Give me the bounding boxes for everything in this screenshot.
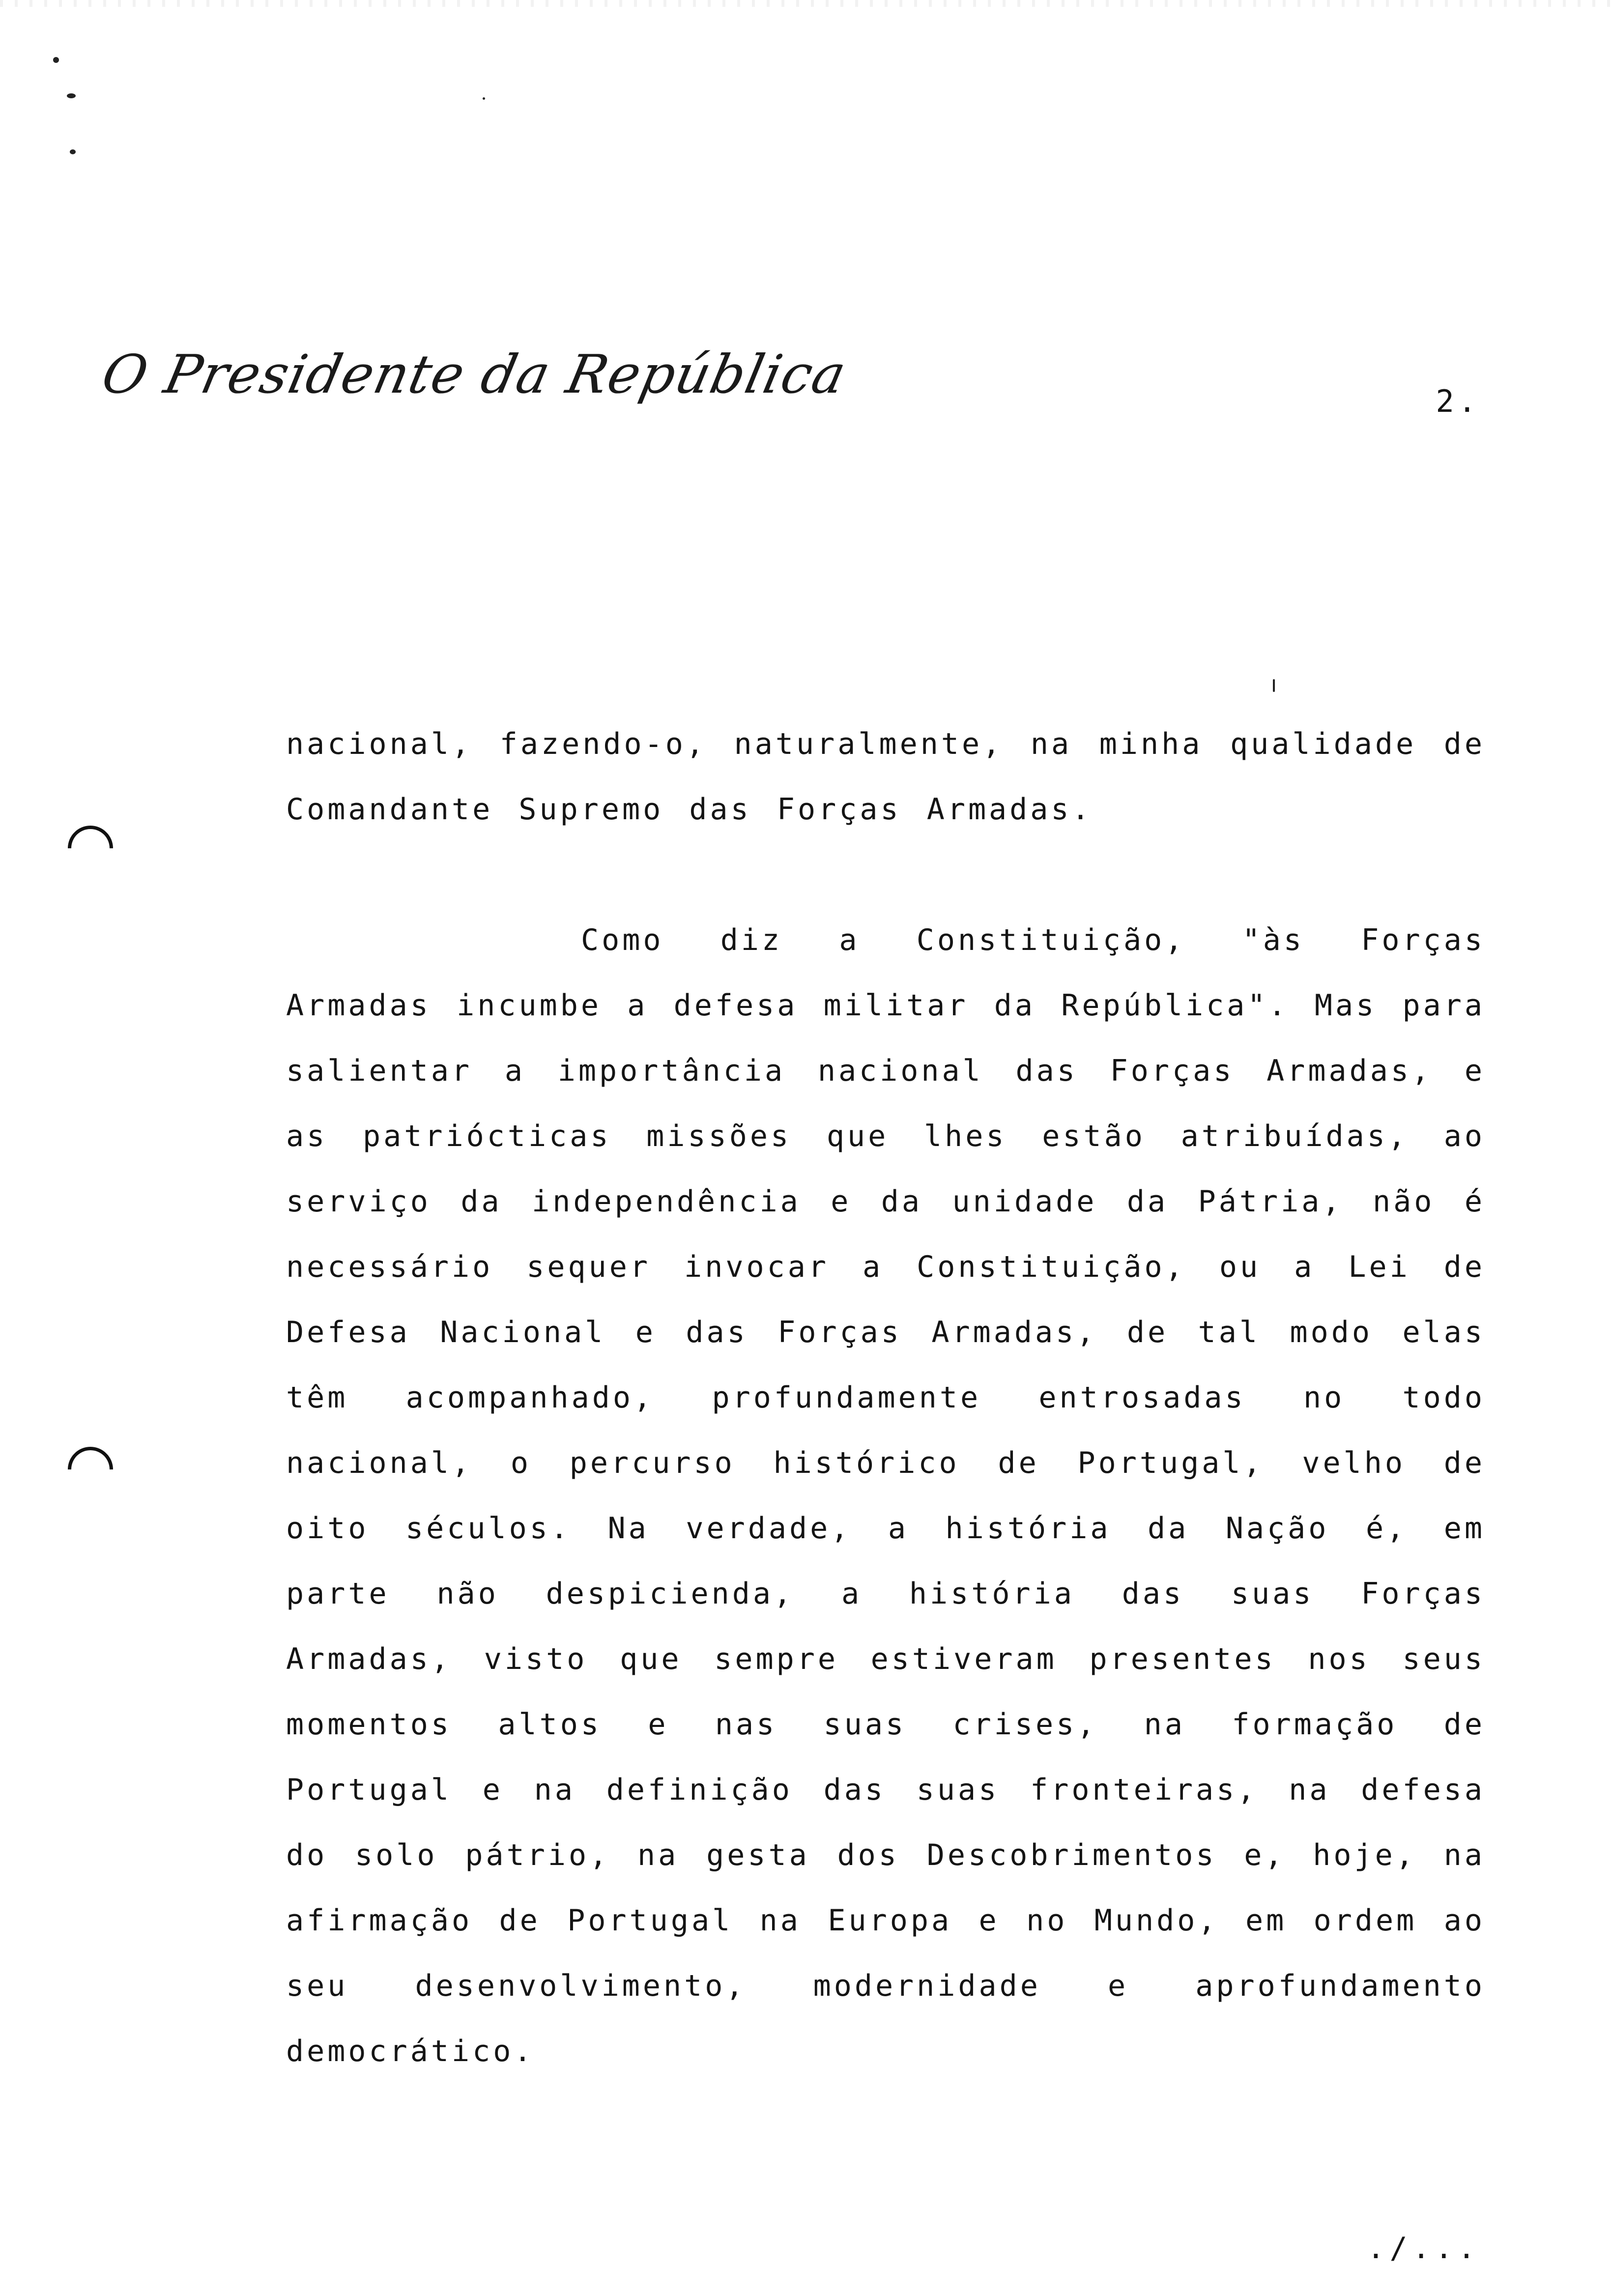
paragraph: nacional, fazendo-o, naturalmente, na minha qualidade de Comandante Supremo das Forças Armadas. [286,727,1485,827]
letter-body [286,712,1485,2084]
scan-speck [53,57,59,63]
punch-hole-top [58,816,122,880]
scan-speck [483,97,485,100]
punch-hole-bottom [58,1437,122,1501]
page-number: 2. [1436,383,1480,419]
scan-edge-noise [0,0,1612,7]
continuation-mark: ./... [1367,2231,1480,2266]
paragraph: Como diz a Constituição, "às Forças Armadas incumbe a defesa militar da República". Mas para salientar a importância nacional das Forças Armadas, e as patriócticas missões que lhes estão atribuídas, ao serviço da independência e da unidade da Pátria, não é necessário sequer invocar a Constituição, ou a Lei de Defesa Nacional e das Forças Armadas, de tal modo elas têm acompanhado, profundamente entrosadas no todo nacional, o percurso histórico de Portugal, velho de oito séculos. Na verdade, a história da Nação é, em parte não despicienda, a história das suas Forças Armadas, visto que sempre estiveram presentes nos seus momentos altos e nas suas crises, na formação de Portugal e na definição das suas fronteiras, na defesa do solo pátrio, na gesta dos Descobrimentos e, hoje, na afirmação de Portugal na Europa e no Mundo, em ordem ao seu desenvolvimento, modernidade e aprofundamento democrático. [286,923,1485,2068]
scan-speck [67,93,76,98]
letterhead-title: O Presidente da República [96,344,852,405]
scan-speck [70,149,76,154]
scan-speck [1273,679,1275,692]
